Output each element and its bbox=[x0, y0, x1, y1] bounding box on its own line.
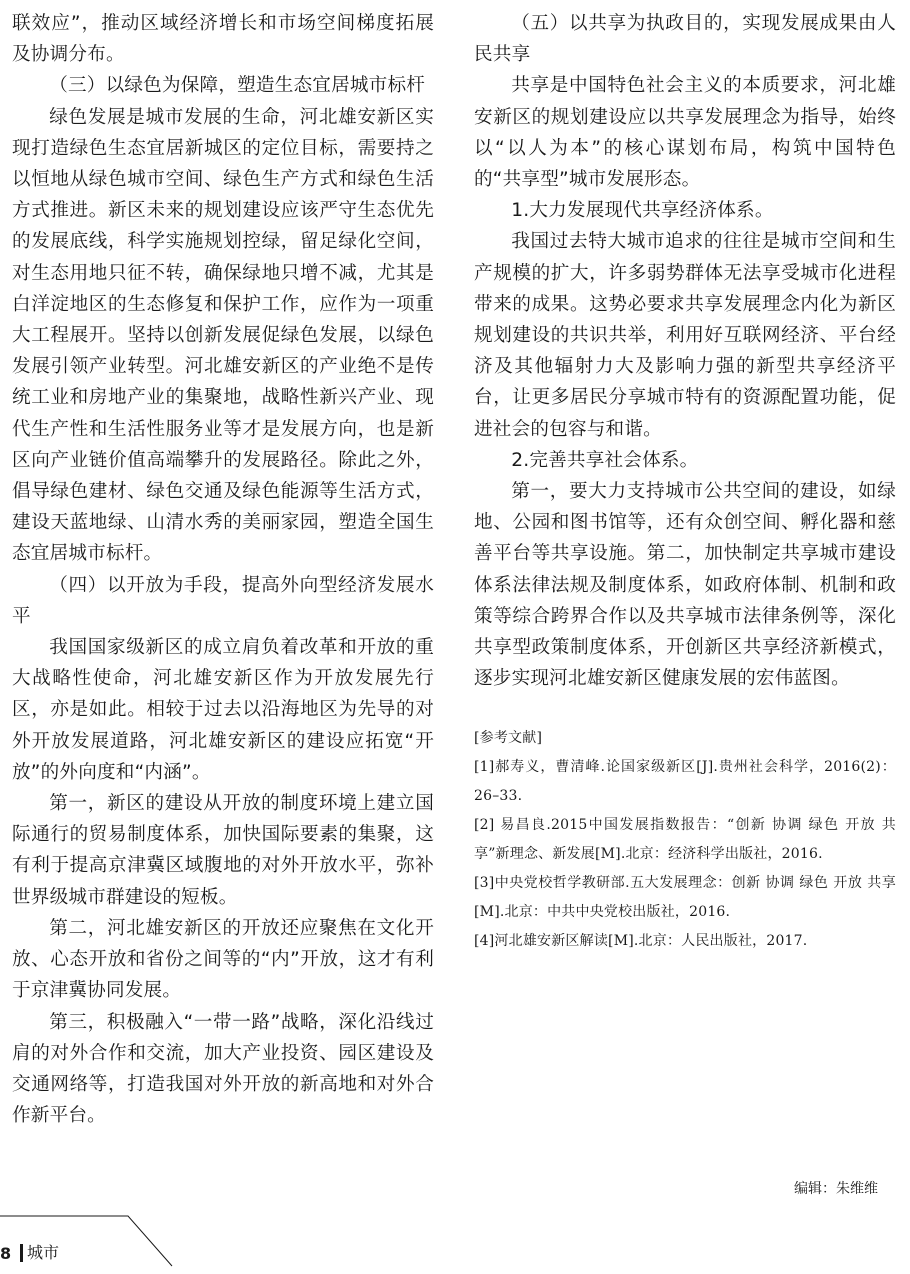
references-title: [参考文献] bbox=[474, 730, 543, 747]
paragraph: 第一，新区的建设从开放的制度环境上建立国际通行的贸易制度体系，加快国际要素的集聚，这有利于提高京津冀区域腹地的对外开放水平，弥补世界级城市群建设的短板。 bbox=[12, 793, 434, 908]
paragraph: 我国国家级新区的成立肩负着改革和开放的重大战略性使命，河北雄安新区作为开放发展先行区，亦是如此。相较于过去以沿海地区为先导的对外开放发展道路，河北雄安新区的建设应拓宽“开放”的外向度和“内涵”。 bbox=[12, 637, 434, 783]
paragraph: 第一，要大力支持城市公共空间的建设，如绿地、公园和图书馆等，还有众创空间、孵化器和慈善平台等共享设施。第二，加快制定共享城市建设体系法律法规及制度体系，如政府体制、机制和政策等综合跨界合作以及共享城市法律条例等，深化共享型政策制度体系，开创新区共享经济新模式，逐步实现河北雄安新区健康发展的宏伟蓝图。 bbox=[474, 481, 896, 690]
reference-item: [1]郝寿义，曹清峰.论国家级新区[J].贵州社会科学，2016(2)：26–33. bbox=[474, 759, 896, 805]
paragraph: 联效应”，推动区域经济增长和市场空间梯度拓展及协调分布。 bbox=[12, 13, 434, 66]
left-column bbox=[12, 8, 434, 1131]
paragraph: 第二，河北雄安新区的开放还应聚焦在文化开放、心态开放和省份之间等的“内”开放，这才有利于京津冀协同发展。 bbox=[12, 917, 434, 1002]
editor-credit: 编辑：朱维维 bbox=[794, 1181, 878, 1197]
section-heading: （四）以开放为手段，提高外向型经济发展水平 bbox=[12, 574, 434, 627]
paragraph: 第三，积极融入“一带一路”战略，深化沿线过肩的对外合作和交流，加大产业投资、园区建设及交通网络等，打造我国对外开放的新高地和对外合作新平台。 bbox=[12, 1011, 434, 1127]
reference-item: [3]中央党校哲学教研部.五大发展理念：创新 协调 绿色 开放 共享[M].北京：中共中央党校出版社，2016. bbox=[474, 875, 896, 921]
subsection-heading: 1.大力发展现代共享经济体系。 bbox=[511, 200, 774, 222]
reference-item: [4]河北雄安新区解读[M].北京：人民出版社，2017. bbox=[474, 933, 808, 950]
references bbox=[474, 724, 896, 956]
reference-item: [2] 易昌良.2015中国发展指数报告：“创新 协调 绿色 开放 共享”新理念、新发展[M].北京：经济科学出版社，2016. bbox=[474, 817, 896, 863]
right-column bbox=[474, 8, 896, 956]
section-heading: （五）以共享为执政目的，实现发展成果由人民共享 bbox=[474, 13, 896, 66]
subsection-heading: 2.完善共享社会体系。 bbox=[511, 449, 699, 471]
paragraph: 我国过去特大城市追求的往往是城市空间和生产规模的扩大，许多弱势群体无法享受城市化进程带来的成果。这势必要求共享发展理念内化为新区规划建设的共识共举，利用好互联网经济、平台经济及其他辐射力大及影响力强的新型共享经济平台，让更多居民分享城市特有的资源配置功能，促进社会的包容与和谐。 bbox=[474, 231, 896, 440]
section-heading: （三）以绿色为保障，塑造生态宜居城市标杆 bbox=[49, 75, 426, 97]
paragraph: 共享是中国特色社会主义的本质要求，河北雄安新区的规划建设应以共享发展理念为指导，始终以“以人为本”的核心谋划布局，构筑中国特色的“共享型”城市发展形态。 bbox=[474, 75, 896, 191]
section-name: 城市 bbox=[20, 1244, 59, 1262]
page-footer bbox=[0, 1214, 200, 1274]
page-number: 8 bbox=[0, 1244, 12, 1263]
paragraph: 绿色发展是城市发展的生命，河北雄安新区实现打造绿色生态宜居新城区的定位目标，需要持之以恒地从绿色城市空间、绿色生产方式和绿色生活方式推进。新区未来的规划建设应该严守生态优先的发展底线，科学实施规划控绿，留足绿化空间，对生态用地只征不转，确保绿地只增不减，尤其是白洋淀地区的生态修复和保护工作，应作为一项重大工程展开。坚持以创新发展促绿色发展，以绿色发展引领产业转型。河北雄安新区的产业绝不是传统工业和房地产业的集聚地，战略性新兴产业、现代生产性和生活性服务业等才是发展方向，也是新区向产业链价值高端攀升的发展路径。除此之外，倡导绿色建材、绿色交通及绿色能源等生活方式，建设天蓝地绿、山清水秀的美丽家园，塑造全国生态宜居城市标杆。 bbox=[12, 106, 434, 565]
